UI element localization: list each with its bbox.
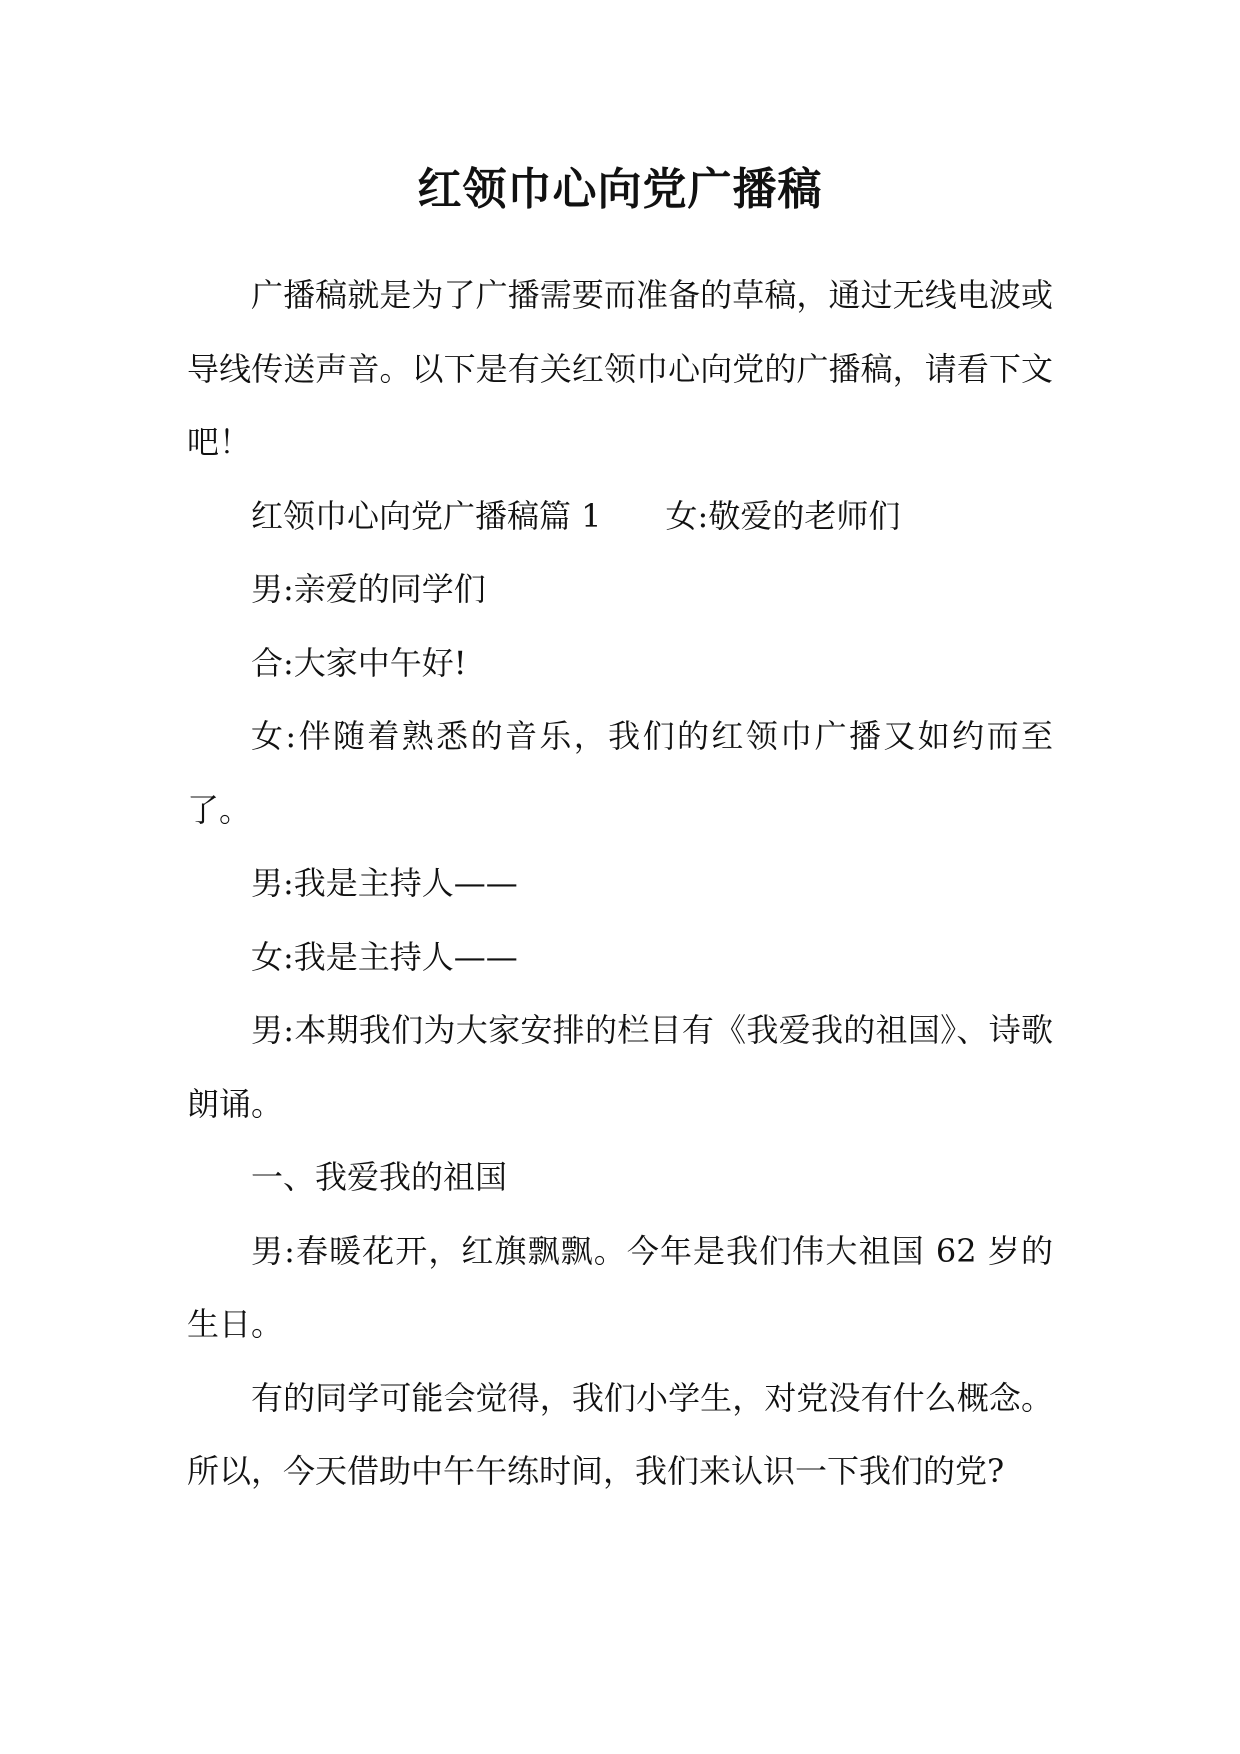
- dialogue-line-male-program: 男:本期我们为大家安排的栏目有《我爱我的祖国》、诗歌朗诵。: [187, 1011, 1053, 1123]
- page-title: 红领巾心向党广播稿: [417, 164, 823, 215]
- dialogue-line-male-host: 男:我是主持人——: [251, 864, 518, 902]
- dialogue-line-together: 合:大家中午好!: [251, 643, 467, 682]
- document-body: [187, 259, 1053, 1509]
- paragraph-intro: 广播稿就是为了广播需要而准备的草稿，通过无线电波或导线传送声音。以下是有关红领巾心向党的广播稿，请看下文吧！: [187, 276, 1053, 461]
- dialogue-line-female-greeting: 女:敬爱的老师们: [665, 496, 901, 535]
- dialogue-line-male-spring: 男:春暖花开，红旗飘飘。今年是我们伟大祖国 62 岁的生日。: [187, 1231, 1053, 1343]
- dialogue-line-male-greeting: 男:亲爱的同学们: [251, 570, 486, 608]
- dialogue-line-female-opening: 女:伴随着熟悉的音乐，我们的红领巾广播又如约而至了。: [187, 717, 1053, 829]
- dialogue-line-female-host: 女:我是主持人——: [251, 937, 518, 976]
- section-heading-label: 红领巾心向党广播稿篇 1: [251, 496, 602, 535]
- section-heading-one: 一、我爱我的祖国: [251, 1158, 508, 1196]
- paragraph-section-heading: [187, 480, 1053, 554]
- paragraph-party-intro: 有的同学可能会觉得，我们小学生，对党没有什么概念。所以，今天借助中午午练时间，我们来认识一下我们的党?: [187, 1378, 1053, 1490]
